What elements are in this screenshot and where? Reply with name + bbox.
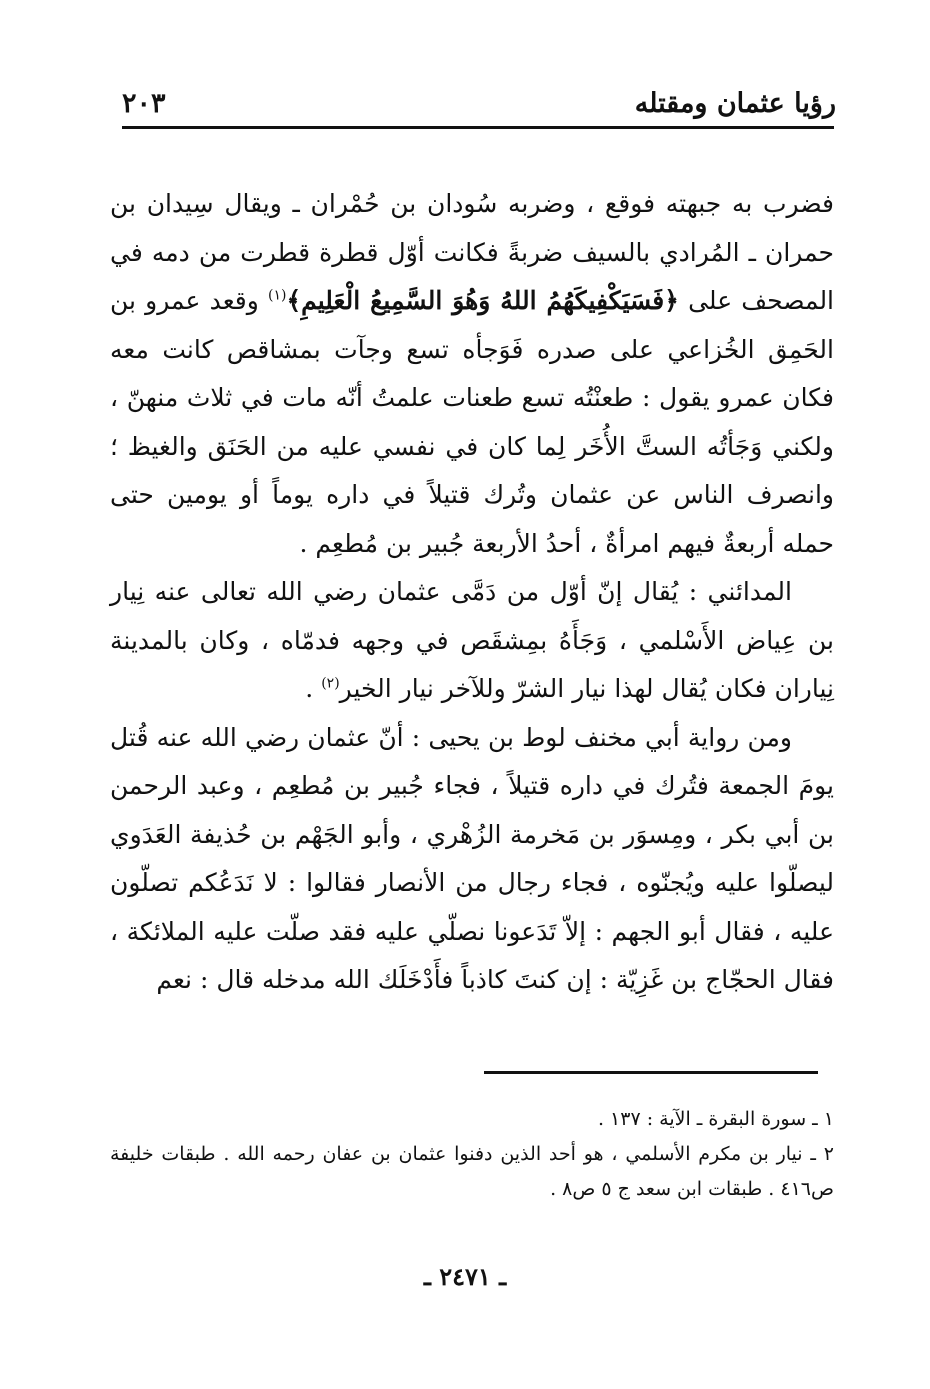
footnote-ref-1: (١) [267,287,287,304]
footnote-1: ١ ـ سورة البقرة ـ الآية : ١٣٧ . [597,1108,834,1130]
paragraph-2-text-b: . [305,674,322,703]
paragraph-3: ومن رواية أبي مخنف لوط بن يحيى : أنّ عثمان رضي الله عنه قُتل يومَ الجمعة فتُرك في داره قتيلاً ، فجاء جُبير بن مُطعِم ، وعبد الرحمن بن أبي بكر ، ومِسوَر بن مَخرمة الزُهْري ، وأبو الجَهْم بن حُذيفة العَدَوي ليصلّوا عليه ويُجنّوه ، فجاء رجال من الأنصار فقالوا : لا نَدَعُكم تصلّون عليه ، فقال أبو الجهم : إلاّ تَدَعونا نصلّي عليه فقد صلّت عليه الملائكة ، فقال الحجّاج بن غَزِيّة : إن كنتَ كاذباً فأَدْخَلَك الله مدخله قال : نعم [110,722,834,994]
footnote-2: ٢ ـ نيار بن مكرم الأسلمي ، هو أحد الذين دفنوا عثمان بن عفان رحمه الله . طبقات خليفة ص٤١٦ . طبقات ابن سعد ج ٥ ص٨ . [110,1143,834,1200]
paragraph-1-text-b: وقعد عمرو بن الحَمِق الخُزاعي على صدره فَوَجأه تسع وجآت بمشاقص كانت معه فكان عمرو يقول : طعنْتُه تسع طعنات علمتُ أنّه مات في ثلاث منهنّ ، ولكني وَجَأتُه الستَّ الأُخَر لِما كان في نفسي عليه من الحَنَق والغيظ ؛ وانصرف الناس عن عثمان وتُرك قتيلاً في داره يوماً أو يومين حتى حمله أربعةٌ فيهم امرأةٌ ، أحدُ الأربعة جُبير بن مُطعِم . [110,286,834,558]
paragraph-2-text-a: المدائني : يُقال إنّ أوّل من دَمَّى عثمان رضي الله تعالى عنه نِيار بن عِياض الأَسْلمي ، وَجَأَهُ بمِشقَص في وجهه فدمّاه ، وكان بالمدينة نِياران فكان يُقال لهذا نيار الشرّ وللآخر نيار الخير [110,577,834,703]
header-divider [122,126,834,129]
footer-page-number: ـ ٢٤٧١ ـ [423,1262,507,1291]
footnote-ref-2: (٢) [321,675,340,692]
paragraph-1-text-a: فضرب به جبهته فوقع ، وضربه سُودان بن حُمْران ـ ويقال سِيدان بن حمران ـ المُرادي بالسيف ضربةً فكانت أوّل قطرة قطرت من دمه في المصحف على [110,189,835,315]
page-number: ٢٠٣ [122,88,166,119]
paragraph-2 [110,568,834,714]
quran-verse: ﴿فَسَيَكْفِيكَهُمُ اللهُ وَهُوَ السَّمِيعُ الْعَلِيمِ﴾ [286,286,679,315]
main-text [110,180,834,1005]
paragraph-1 [110,180,834,568]
footnote-divider [484,1071,818,1074]
running-header [122,84,836,124]
footnotes [110,1102,834,1207]
chapter-title: رؤيا عثمان ومقتله [634,88,836,119]
